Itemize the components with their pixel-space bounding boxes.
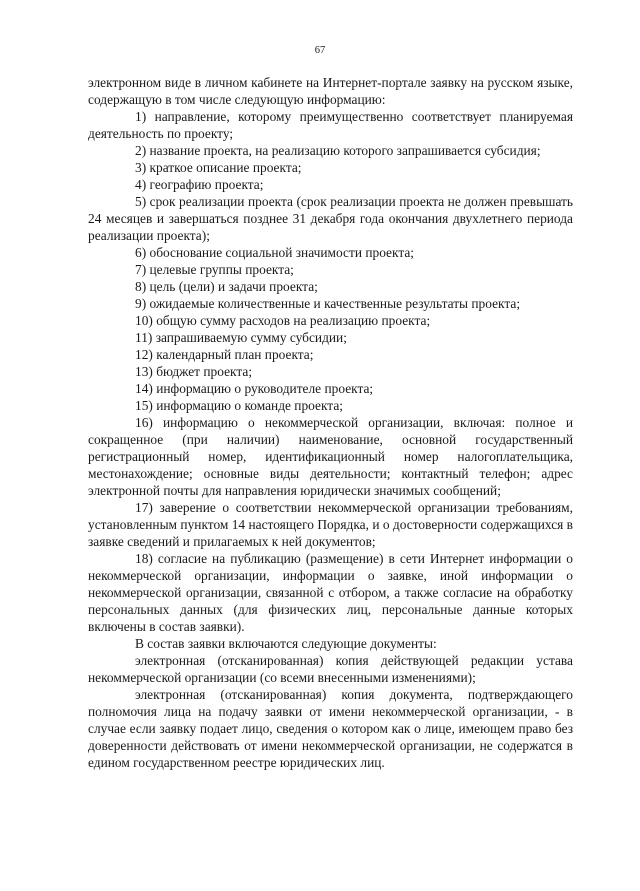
list-item-12: 12) календарный план проекта; (135, 347, 314, 362)
documents-heading: В состав заявки включаются следующие документы: (135, 636, 437, 651)
page-number: 67 (314, 45, 326, 56)
list-item-7: 7) целевые группы проекта; (135, 262, 294, 277)
list-item-4: 4) географию проекта; (135, 177, 264, 192)
list-item-6: 6) обоснование социальной значимости проекта; (135, 245, 414, 260)
list-item-9: 9) ожидаемые количественные и качественные результаты проекта; (135, 296, 521, 311)
list-item-18: 18) согласие на публикацию (размещение) в сети Интернет информации о некоммерческой организации, информации о заявке, иной информации о некоммерческой организации, связанной с отбором, а также согласие на обработку персональных данных (для физических лиц, персональные данные которых включены в состав заявки). (88, 551, 573, 634)
list-item-11: 11) запрашиваемую сумму субсидии; (135, 330, 347, 345)
document-item-authority: электронная (отсканированная) копия документа, подтверждающего полномочия лица на подачу заявки от имени некоммерческой организации, - в случае если заявку подает лицо, сведения о котором как о лице, имеющем право без доверенности действовать от имени некоммерческой организации, не содержатся в едином государственном реестре юридических лиц. (88, 687, 573, 770)
list-item-3: 3) краткое описание проекта; (135, 160, 302, 175)
document-body (88, 74, 573, 771)
list-item-14: 14) информацию о руководителе проекта; (135, 381, 374, 396)
list-item-1: 1) направление, которому преимущественно соответствует планируемая деятельность по проекту; (88, 109, 573, 141)
list-item-10: 10) общую сумму расходов на реализацию проекта; (135, 313, 431, 328)
list-item-16: 16) информацию о некоммерческой организации, включая: полное и сокращенное (при наличии) наименование, основной государственный регистрационный номер, идентификационный номер налогоплательщика, местонахождение; основные виды деятельности; контактный телефон; адрес электронной почты для направления юридически значимых сообщений; (88, 415, 573, 498)
document-item-charter: электронная (отсканированная) копия действующей редакции устава некоммерческой организации (со всеми внесенными изменениями); (88, 653, 573, 685)
list-item-2: 2) название проекта, на реализацию которого запрашивается субсидия; (135, 143, 541, 158)
list-item-5: 5) срок реализации проекта (срок реализации проекта не должен превышать 24 месяцев и завершаться позднее 31 декабря года окончания двухлетнего периода реализации проекта); (88, 194, 573, 243)
list-item-8: 8) цель (цели) и задачи проекта; (135, 279, 318, 294)
list-item-13: 13) бюджет проекта; (135, 364, 253, 379)
list-item-17: 17) заверение о соответствии некоммерческой организации требованиям, установленным пунктом 14 настоящего Порядка, и о достоверности содержащихся в заявке сведений и прилагаемых к ней документов; (88, 500, 573, 549)
list-item-15: 15) информацию о команде проекта; (135, 398, 343, 413)
paragraph-intro: электронном виде в личном кабинете на Интернет-портале заявку на русском языке, содержащую в том числе следующую информацию: (88, 75, 573, 107)
